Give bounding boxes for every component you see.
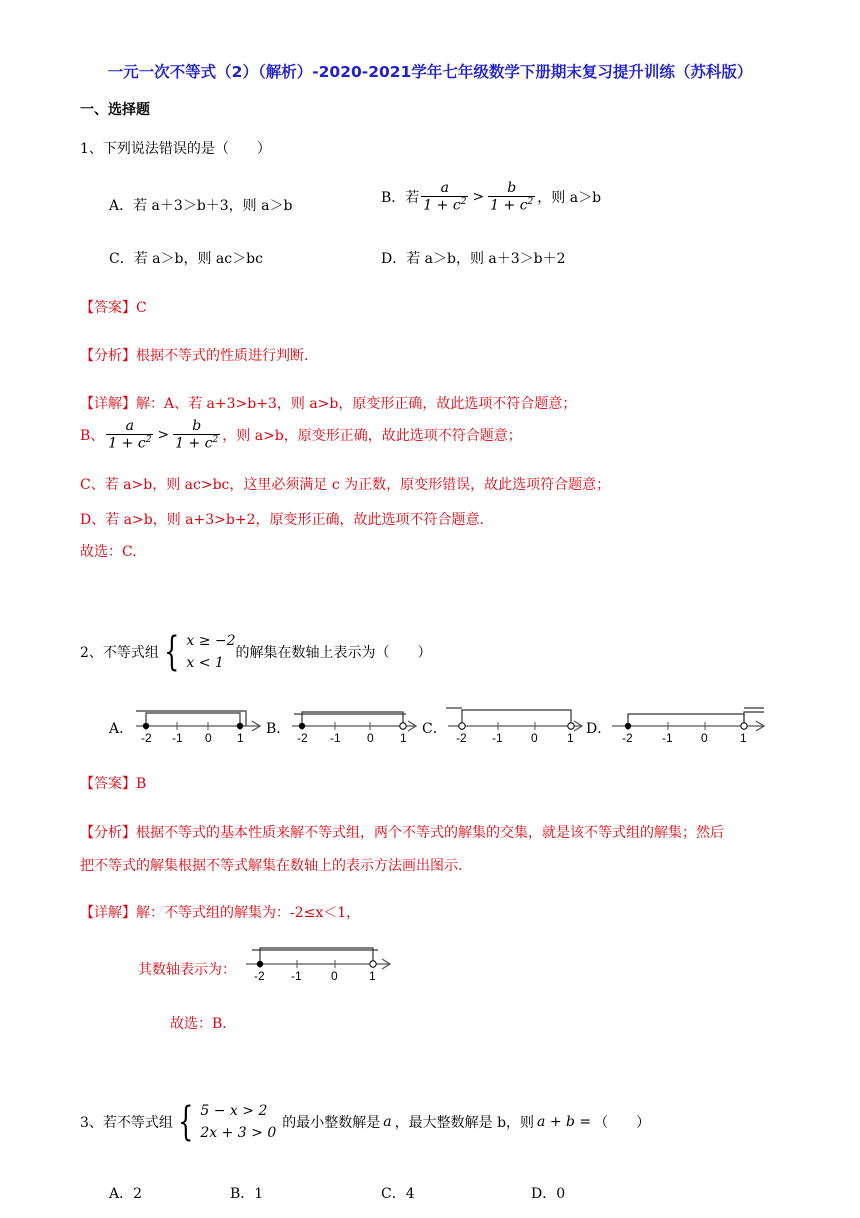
number-line-solution	[240, 942, 398, 984]
inequality-system	[173, 1100, 276, 1144]
q2-option-c-label: C．	[422, 721, 447, 737]
q3-var-a: a	[383, 1114, 392, 1130]
tick-label: 1	[369, 969, 376, 983]
system-line-2: 2x + 3 > 0	[200, 1125, 277, 1141]
system-line-1: 5 − x > 2	[200, 1103, 268, 1119]
denominator-text: 1 + c	[490, 197, 528, 214]
denominator-text: 1 + c	[108, 435, 146, 452]
tick-label: 0	[331, 969, 338, 983]
q3-option-b: B．1	[230, 1186, 264, 1202]
exponent: 2	[145, 435, 152, 445]
tick-label: 0	[531, 731, 538, 745]
inequality-system	[159, 630, 236, 674]
exponent: 2	[212, 435, 219, 445]
tick-label: -2	[456, 731, 467, 745]
fraction-denominator	[106, 434, 153, 452]
system-line-1: x ≥ −2	[186, 633, 236, 649]
tick-label: 1	[400, 731, 407, 745]
exponent: 2	[527, 197, 534, 207]
tick-label: -2	[254, 969, 265, 983]
tick-label: -1	[662, 731, 673, 745]
left-brace: {	[164, 629, 180, 675]
q1-analysis: 【分析】根据不等式的性质进行判断.	[80, 348, 309, 364]
q1-detail-b	[80, 418, 522, 452]
left-brace: {	[178, 1099, 194, 1145]
q1-option-b-suffix: ，则 a＞b	[537, 189, 602, 206]
q2-choice: 故选：B.	[170, 1016, 227, 1032]
tick-label: 0	[205, 731, 212, 745]
tick-label: -2	[622, 731, 633, 745]
number-line-b	[284, 706, 424, 746]
q1-detail-b-prefix: B、	[80, 427, 105, 444]
q3-stem-prefix: 3、若不等式组	[80, 1115, 173, 1131]
q3-expression: a + b =	[537, 1114, 592, 1130]
q1-option-a: A．若 a＋3＞b＋3，则 a＞b	[109, 198, 293, 214]
exponent: 2	[460, 197, 467, 207]
q2-option-d-label: D．	[586, 721, 612, 737]
fraction-denominator	[421, 196, 468, 214]
q2-answer: 【答案】B	[80, 776, 147, 792]
system-lines	[200, 1100, 276, 1144]
q2-analysis-line-2: 把不等式的解集根据不等式解集在数轴上的表示方法画出图示.	[80, 858, 463, 874]
fraction-b	[488, 180, 535, 214]
q1-option-b	[381, 180, 601, 214]
system-lines	[186, 630, 235, 674]
q3-stem-mid-1: 的最小整数解是	[282, 1115, 381, 1131]
tick-label: 1	[740, 731, 747, 745]
q3-stem	[80, 1100, 650, 1144]
tick-label: -1	[172, 731, 183, 745]
fraction-numerator: b	[192, 418, 202, 434]
fraction-b	[173, 418, 220, 452]
q3-option-a: A．2	[109, 1186, 143, 1202]
q3-option-c: C．4	[381, 1186, 415, 1202]
fraction-numerator: a	[440, 180, 450, 196]
fraction-a	[106, 418, 153, 452]
q1-answer: 【答案】C	[80, 300, 147, 316]
q3-option-d: D．0	[531, 1186, 566, 1202]
tick-label: 1	[237, 731, 244, 745]
tick-label: -1	[492, 731, 503, 745]
q2-detail: 【详解】解：不等式组的解集为：-2≤x＜1，	[80, 905, 361, 921]
fraction-a	[421, 180, 468, 214]
q1-detail-b-suffix: ，则 a>b，原变形正确，故此选项不符合题意；	[222, 427, 522, 444]
greater-than-sign: >	[472, 188, 485, 205]
fraction-denominator	[488, 196, 535, 214]
tick-label: 1	[567, 731, 574, 745]
q2-option-b-label: B．	[266, 721, 291, 737]
q1-detail-d: D、若 a>b，则 a+3>b+2，原变形正确，故此选项不符合题意.	[80, 512, 484, 528]
tick-label: 0	[701, 731, 708, 745]
section-heading: 一、选择题	[80, 102, 150, 118]
tick-label: -2	[297, 731, 308, 745]
number-line-d	[604, 704, 772, 746]
fraction-numerator: b	[507, 180, 517, 196]
tick-label: -1	[330, 731, 341, 745]
q1-option-c: C．若 a＞b，则 ac＞bc	[109, 251, 263, 267]
q1-choice: 故选：C.	[80, 544, 137, 560]
q3-stem-suffix: （ ）	[594, 1115, 651, 1131]
q2-stem	[80, 630, 432, 674]
q1-option-b-prefix: B．若	[381, 189, 420, 206]
q1-stem: 1、下列说法错误的是（ ）	[80, 141, 271, 157]
number-line-a	[128, 706, 268, 746]
q2-axis-label: 其数轴表示为：	[138, 962, 236, 978]
q1-option-d: D．若 a＞b，则 a＋3＞b＋2	[381, 251, 566, 267]
number-line-c	[440, 704, 590, 746]
q3-stem-mid-2: ，最大整数解是 b，则	[394, 1115, 535, 1131]
tick-label: -1	[291, 969, 302, 983]
q2-stem-suffix: 的解集在数轴上表示为（ ）	[235, 645, 432, 661]
denominator-text: 1 + c	[175, 435, 213, 452]
q1-detail-a: 【详解】解：A、若 a+3>b+3，则 a>b，原变形正确，故此选项不符合题意；	[80, 396, 577, 412]
denominator-text: 1 + c	[423, 197, 461, 214]
system-line-2: x < 1	[186, 655, 224, 671]
q2-analysis-line-1: 【分析】根据不等式的基本性质来解不等式组，两个不等式的解集的交集，就是该不等式组的解集；然后	[80, 825, 724, 841]
tick-label: 0	[367, 731, 374, 745]
q2-option-a-label: A．	[109, 721, 134, 737]
greater-than-sign: >	[157, 426, 170, 443]
q2-stem-prefix: 2、不等式组	[80, 645, 159, 661]
page-title: 一元一次不等式（2）（解析）-2020-2021学年七年级数学下册期末复习提升训练（苏科版）	[107, 63, 753, 81]
q1-detail-c: C、若 a>b，则 ac>bc，这里必须满足 c 为正数，原变形错误，故此选项符合题意；	[80, 477, 611, 493]
fraction-numerator: a	[125, 418, 135, 434]
tick-label: -2	[141, 731, 152, 745]
fraction-denominator	[173, 434, 220, 452]
